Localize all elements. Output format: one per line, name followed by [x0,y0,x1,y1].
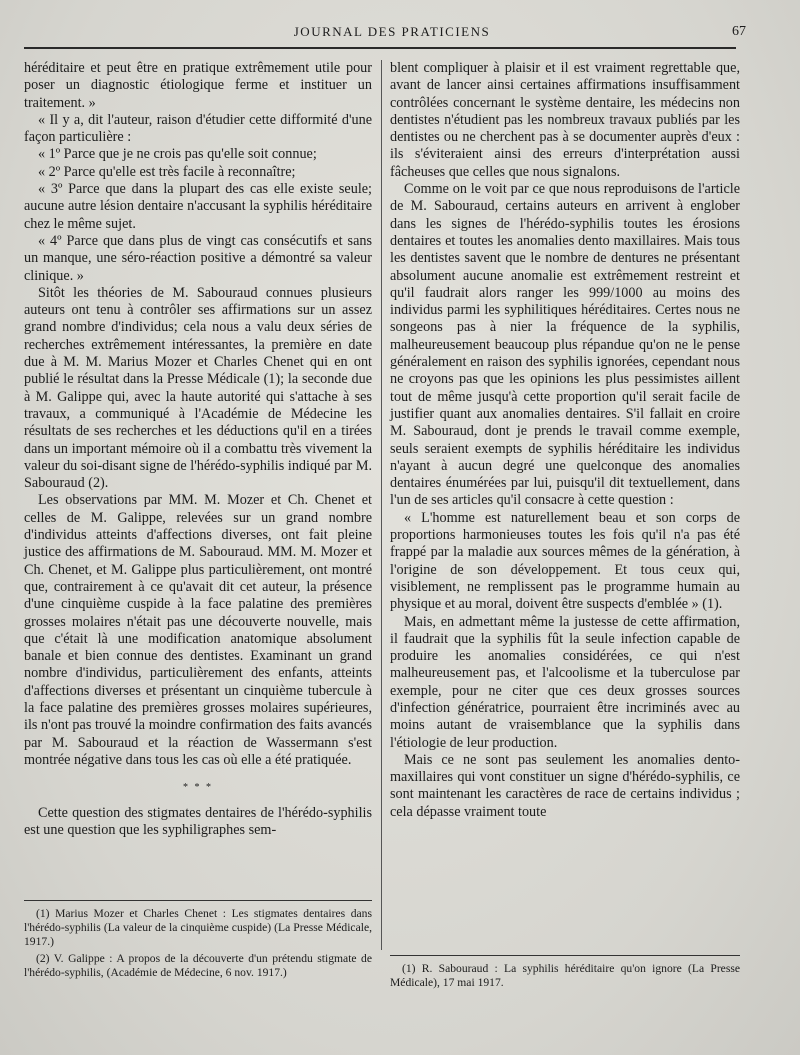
right-column [390,60,740,821]
paragraph: Les observations par MM. M. Mozer et Ch. Chenet et celles de M. Galippe, relevées sur un grand nombre d'individus atteints d'affections diverses, ont fait pleine justice des affirmations de M. Sabouraud. MM. M. Mozer et Ch. Chenet, et M. Galippe plus particulièrement, ont montré que, contrairement à ce qu'avait dit cet auteur, la présence d'une cinquième cuspide à la face palatine des premières grosses molaires n'était pas une découverte nouvelle, mais que c'était là une modification anatomique absolument banale et bien connue des dentistes. Examinant un grand nombre d'individus, particulièrement des enfants, atteints d'affections diverses et présentant un cinquième tubercule à la face palatine des premières grosses molaires supérieures, ils n'ont pas trouvé la moindre confirmation des faits avancés par M. Sabouraud et la réaction de Wassermann s'est montrée négative dans tous les cas où elle a été pratiquée. [24,492,372,768]
paragraph: « 3º Parce que dans la plupart des cas elle existe seule; aucune autre lésion dentaire n'accusant la syphilis héréditaire chez le même sujet. [24,181,372,232]
paragraph: Cette question des stigmates dentaires de l'hérédo-syphilis est une question que les syphiligraphes sem- [24,805,372,839]
left-column [24,60,372,840]
paragraph: héréditaire et peut être en pratique extrêmement utile pour poser un diagnostic étiologique ferme et instituer un traitement. » [24,60,372,111]
paragraph: Mais, en admettant même la justesse de cette affirmation, il faudrait que la syphilis fût la seule infection capable de produire les anomalies considérées, ce qui n'est malheureusement pas, et l'alcoolisme et la tuberculose par exemple, pour ne citer que ces deux grosses sources d'infection génératrice, pourraient être incriminés avec au moins autant de vraisemblance que la syphilis dans l'étiologie de leur production. [390,613,740,751]
paragraph: Mais ce ne sont pas seulement les anomalies dento-maxillaires qui vont constituer un signe d'hérédo-syphilis, ce sont maintenant les caractères de race de certains individus ; cela dépasse vraiment toute [390,751,740,820]
journal-title: JOURNAL DES PRATICIENS [293,24,491,39]
paragraph: Sitôt les théories de M. Sabouraud connues plusieurs auteurs ont tenu à contrôler ses affirmations sur un assez grand nombre d'individus; cela nous a valu deux séries de recherches extrêmement intéressantes, la première en date due à M. M. Marius Mozer et Charles Chenet qui en ont publié le résultat dans la Presse Médicale (1); la seconde due à M. Galippe qui, avec la haute autorité qui s'attache à ses travaux, a communiqué à l'Académie de Médecine les résultats de ses recherches et les déductions qu'il en a tirées dans un important mémoire où il a combattu très vivement la valeur du soi-disant signe de l'hérédo-syphilis indiqué par M. Sabouraud (2). [24,284,372,492]
section-separator: * * * [183,782,213,794]
header-rule [24,47,736,49]
paragraph: « 4º Parce que dans plus de vingt cas consécutifs et sans un manque, une séro-réaction positive a démontré sa valeur clinique. » [24,232,372,284]
footnote: (1) R. Sabouraud : La syphilis héréditaire qu'on ignore (La Presse Médicale), 17 mai 1917. [390,962,740,990]
paragraph: blent compliquer à plaisir et il est vraiment regrettable que, avant de lancer ainsi certaines affirmations insuffisamment contrôlées concernant le système dentaire, les médecins non dentistes n'étudient pas les nombreux travaux publiés par les dentistes ou ne cherchent pas à se documenter auprès d'eux : ils s'éviteraient ainsi des erreurs d'interprétation aussi fâcheuses que celles que nous signalons. [390,60,740,180]
footnote-rule [390,955,740,956]
paragraph: Comme on le voit par ce que nous reproduisons de l'article de M. Sabouraud, certains auteurs en arrivent à englober dans les signes de l'hérédo-syphilis toutes les érosions dentaires et toutes les anomalies dento maxillaires. Mais tous les dentistes savent que le nombre de dentures ne présentant absolument aucune anomalie est extrêmement restreint et qu'il faudrait alors ranger les 999/1000 au moins des individus parmi les syphilitiques héréditaires. Certes nous ne songeons pas à nier la fréquence de la syphilis, malheureusement beaucoup plus répandue qu'on ne le pense généralement en raison des syphilis ignorées, cependant nous ne croyons pas que les opinions les plus pessimistes aillent tout de même jusqu'à cette proportion qu'il serait facile de justifier quant aux anomalies dentaires. S'il fallait en croire M. Sabouraud, dont je prends le travail comme exemple, seuls seraient exempts de syphilis héréditaire les individus n'ayant à aucun degré une quelconque des anomalies dentaires énumérées par lui, puisqu'il dit textuellement, dans l'un de ses articles qu'il consacre à cette question : [390,181,740,509]
footnote: (2) V. Galippe : A propos de la découverte d'un prétendu stigmate de l'hérédo-syphilis, (Académie de Médecine, 6 nov. 1917.) [24,951,372,979]
column-divider [381,60,382,950]
right-footnotes [390,962,740,992]
footnote-rule [24,900,372,901]
footnote: (1) Marius Mozer et Charles Chenet : Les stigmates dentaires dans l'hérédo-syphilis (La valeur de la cinquième cuspide) (La Presse Médicale, 1917.) [24,907,372,949]
paragraph: « Il y a, dit l'auteur, raison d'étudier cette difformité d'une façon particulière : [24,111,372,146]
paragraph: « 2º Parce qu'elle est très facile à reconnaître; [38,163,296,180]
left-footnotes [24,907,372,982]
quote-paragraph: « L'homme est naturellement beau et son corps de proportions harmonieuses toutes les fois qu'il n'a pas été frappé par la maladie aux sources mêmes de la génération, à l'origine de son développement. Et tous ceux qui, visiblement, ne remplissent pas le programme humain au physique et au moral, doivent être suspects d'emblée » (1). [390,509,740,613]
page-header [24,22,760,44]
paragraph: « 1º Parce que je ne crois pas qu'elle soit connue; [38,146,317,163]
page-number: 67 [732,24,746,39]
